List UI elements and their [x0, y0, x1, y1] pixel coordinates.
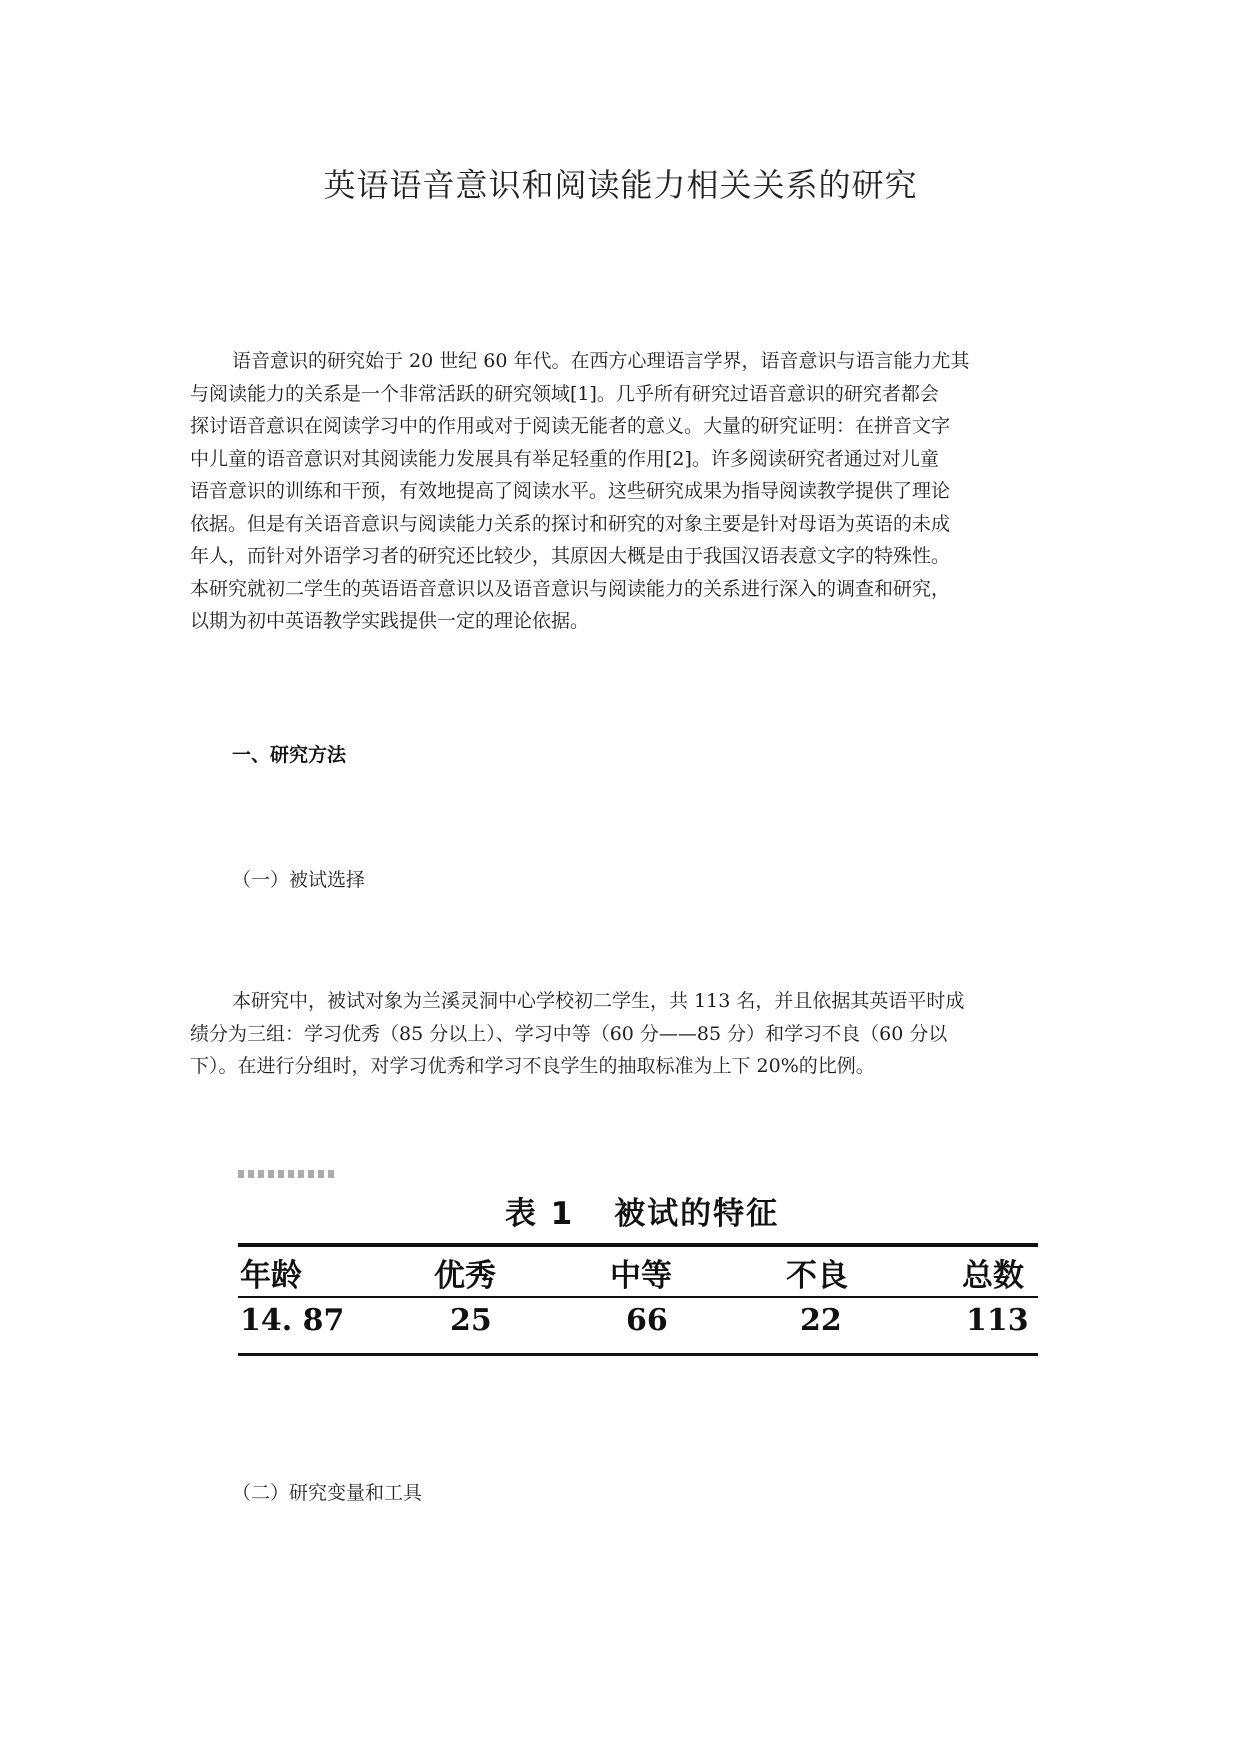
paragraph-line: 探讨语音意识在阅读学习中的作用或对于阅读无能者的意义。大量的研究证明：在拼音文字: [190, 415, 951, 437]
table-value-cell: 14. 87: [240, 1303, 345, 1338]
scan-fragment: [238, 1170, 338, 1178]
table-value-cell: 25: [450, 1303, 492, 1338]
table-header-cell: 总数: [962, 1258, 1024, 1294]
table-1-figure: [238, 1170, 1046, 1370]
table-caption-text: 被试的特征: [614, 1196, 780, 1232]
intro-paragraph: [190, 345, 1054, 638]
paragraph-line: 与阅读能力的关系是一个非常活跃的研究领域[1]。几乎所有研究过语音意识的研究者都会: [190, 382, 939, 405]
subsection-heading-subjects: （一）被试选择: [232, 869, 366, 891]
paragraph-line: 下）。在进行分组时，对学习优秀和学习不良学生的抽取标准为上下 20%的比例。: [190, 1055, 875, 1077]
table-header-cell: 中等: [610, 1258, 672, 1294]
table-caption-label: 表 1: [504, 1196, 575, 1232]
table-top-rule: [238, 1243, 1038, 1247]
table-mid-rule: [238, 1296, 1038, 1298]
paragraph-line: 中儿童的语音意识对其阅读能力发展具有举足轻重的作用[2]。许多阅读研究者通过对儿童: [190, 447, 939, 470]
subjects-paragraph: [190, 985, 1054, 1083]
paragraph-line: 本研究中，被试对象为兰溪灵洞中心学校初二学生，共 113 名，并且依据其英语平时成: [232, 990, 965, 1012]
section-heading-methods: 一、研究方法: [232, 744, 347, 766]
table-bottom-rule: [238, 1353, 1038, 1356]
paragraph-line: 本研究就初二学生的英语语音意识以及语音意识与阅读能力的关系进行深入的调查和研究，: [190, 577, 951, 600]
table-value-cell: 113: [966, 1303, 1029, 1338]
table-value-cell: 66: [626, 1303, 668, 1338]
table-value-cell: 22: [800, 1303, 842, 1338]
paragraph-line: 依据。但是有关语音意识与阅读能力关系的探讨和研究的对象主要是针对母语为英语的未成: [190, 512, 951, 535]
subsection-heading-variables: （二）研究变量和工具: [232, 1482, 423, 1504]
table-header-cell: 年龄: [240, 1258, 302, 1294]
paragraph-line: 以期为初中英语教学实践提供一定的理论依据。: [190, 610, 590, 632]
paragraph-line: 年人，而针对外语学习者的研究还比较少，其原因大概是由于我国汉语表意文字的特殊性。: [190, 545, 951, 567]
table-caption: [238, 1188, 1046, 1233]
document-title: 英语语音意识和阅读能力相关关系的研究: [323, 166, 918, 204]
paragraph-line: 语音意识的训练和干预，有效地提高了阅读水平。这些研究成果为指导阅读教学提供了理论: [190, 480, 951, 502]
table-header-cell: 优秀: [434, 1258, 496, 1294]
table-header-cell: 不良: [786, 1258, 848, 1294]
paragraph-line: 语音意识的研究始于 20 世纪 60 年代。在西方心理语言学界，语音意识与语言能力尤其: [232, 350, 970, 372]
paragraph-line: 绩分为三组：学习优秀（85 分以上）、学习中等（60 分——85 分）和学习不良（60 分以: [190, 1022, 948, 1045]
